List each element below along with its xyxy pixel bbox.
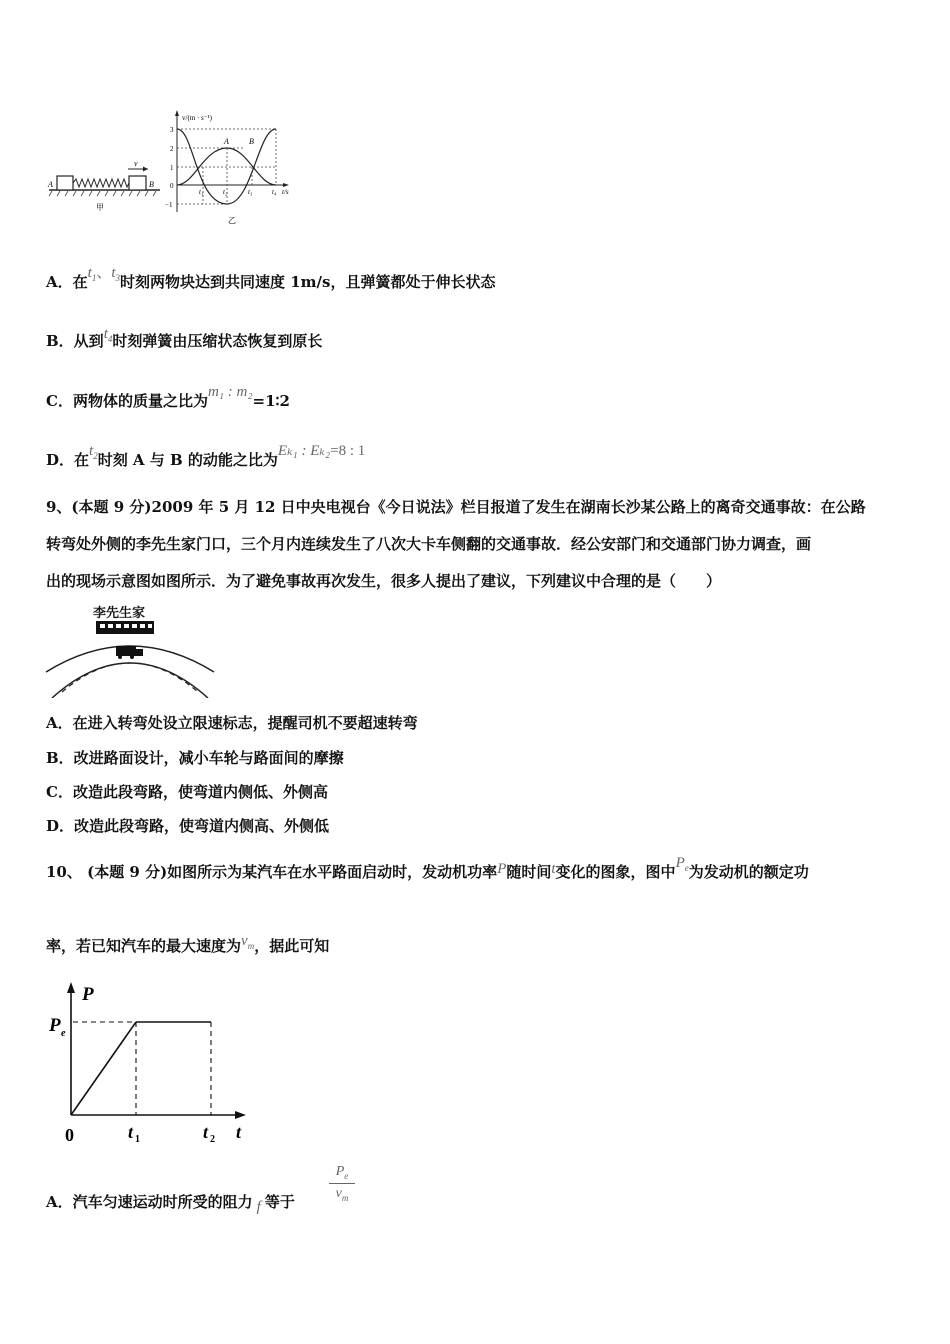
q10-stem-line2: 率，若已知汽车的最大速度为$v_m$，据此可知	[46, 933, 330, 955]
q9-figure-label: 李先生家	[93, 606, 146, 621]
q9-option-d: D．改造此段弯路，使弯道内侧高、外侧低	[46, 817, 330, 835]
q8-figure	[44, 108, 304, 230]
x-tick-t1: t₁	[199, 188, 204, 196]
y-tick-0: 0	[170, 182, 174, 190]
y-axis-label: P	[82, 984, 94, 1005]
graph-xlabel: t/s	[282, 188, 289, 196]
block-b	[129, 176, 146, 190]
q9-option-b: B．改进路面设计，减小车轮与路面间的摩擦	[46, 749, 344, 767]
curve-label-b: B	[249, 137, 254, 146]
t1-label: t	[128, 1122, 134, 1142]
yi-label: 乙	[228, 216, 236, 225]
jia-label: 甲	[96, 203, 104, 212]
q9-road-figure	[44, 620, 216, 698]
q9-stem-line2: 转弯处外侧的李先生家门口，三个月内连续发生了八次大卡车侧翻的交通事故．经公安部门和交通部门协力调查，画	[46, 535, 812, 553]
q8-option-d: D．在$t_2$时刻 A 与 B 的动能之比为Eₖ₁ : Eₖ₂=8 : 1	[46, 443, 366, 469]
t2-label-sub: 2	[210, 1134, 215, 1145]
fraction-denominator: $v_m$	[335, 1185, 349, 1203]
x-tick-t3: t₃	[248, 188, 253, 196]
fraction-bar	[329, 1183, 355, 1184]
label-b: B	[149, 180, 154, 189]
x-tick-t4: t₄	[272, 188, 277, 196]
spring	[73, 179, 129, 187]
q9-option-a: A．在进入转弯处设立限速标志，提醒司机不要超速转弯	[46, 714, 418, 732]
road-center-line	[62, 663, 198, 692]
y-tick-neg1: −1	[165, 201, 173, 209]
x-axis-label: t	[236, 1122, 242, 1142]
origin-label: 0	[65, 1125, 74, 1145]
y-tick-3: 3	[170, 126, 174, 134]
spring-system-diagram	[47, 159, 160, 212]
pe-label-sub: e	[61, 1028, 66, 1039]
fraction-numerator: $P_e$	[335, 1164, 349, 1181]
ramp-line	[71, 1022, 136, 1115]
t2-label: t	[203, 1122, 209, 1142]
q9-option-c: C．改造此段弯路，使弯道内侧低、外侧高	[46, 783, 328, 801]
road-inner-edge	[52, 663, 208, 698]
graph-ylabel: v/(m · s⁻¹)	[182, 114, 212, 122]
block-a	[57, 176, 73, 190]
pe-label: P	[49, 1015, 61, 1036]
q8-option-c: C．两物体的质量之比为m₁ : m₂=1∶2	[46, 384, 290, 410]
y-tick-1: 1	[170, 164, 174, 172]
q10-option-a-fraction	[329, 1164, 355, 1203]
q8-option-a: A．在$t_1$、$t_3$时刻两物块达到共同速度 1m/s，且弹簧都处于伸长状态	[46, 265, 496, 291]
velocity-label: v	[134, 159, 138, 168]
t1-label-sub: 1	[135, 1134, 140, 1145]
q9-stem-line3: 出的现场示意图如图所示．为了避免事故再次发生，很多人提出了建议，下列建议中合理的是（ ）	[46, 572, 722, 590]
q10-power-time-graph	[40, 978, 260, 1148]
label-a: A	[48, 180, 53, 189]
q10-stem-line1: 10、 (本题 9 分)如图所示为某汽车在水平路面启动时，发动机功率P随时间t变化的图象，图中$P_e$为发动机的额定功	[46, 855, 809, 881]
q9-stem-line1: 9、(本题 9 分)2009 年 5 月 12 日中央电视台《今日说法》栏目报道了发生在湖南长沙某公路上的离奇交通事故：在公路	[46, 498, 866, 516]
q10-option-a: A．汽车匀速运动时所受的阻力 f 等于	[46, 1193, 295, 1215]
velocity-time-graph	[165, 110, 289, 225]
q8-option-b: B．从到$t_4$时刻弹簧由压缩状态恢复到原长	[46, 326, 323, 350]
curve-label-a: A	[224, 137, 229, 146]
x-tick-t2: t₂	[223, 188, 228, 196]
y-tick-2: 2	[170, 145, 174, 153]
truck-icon	[116, 646, 143, 659]
